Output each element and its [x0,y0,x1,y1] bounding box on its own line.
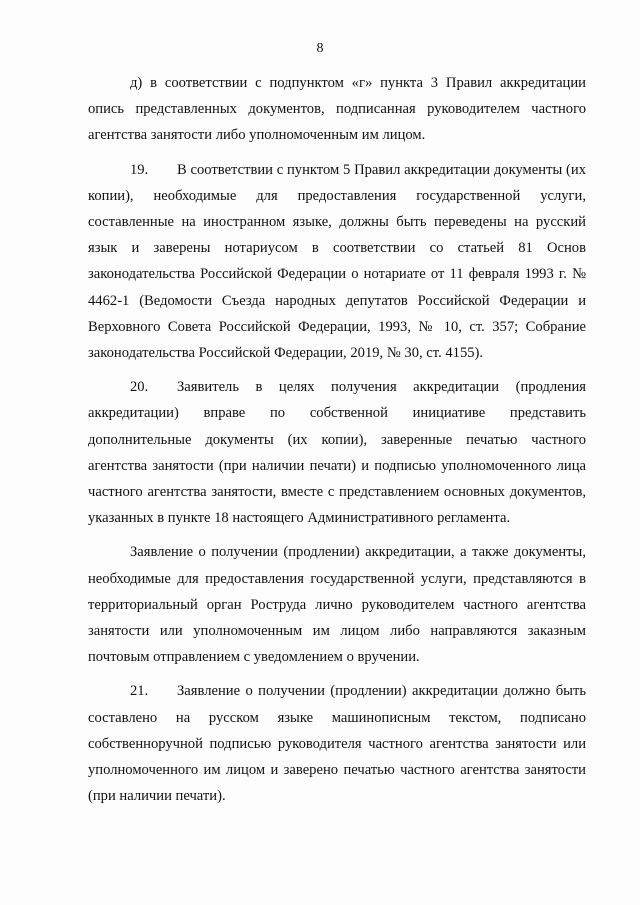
page-number: 8 [316,41,324,56]
paragraph-19 [88,157,586,367]
paragraph-subitem-d [88,70,586,149]
paragraph-20 [88,374,586,531]
paragraph-application-submission [88,539,586,670]
paragraph-number: 21. [130,683,149,700]
document-body [88,70,586,809]
paragraph-text: Заявление о получении (продлении) аккредитации должно быть составлено на русском языке машинописным текстом, подписано собственноручной подписью руководителя частного агентства занятости или уполномоченного им лицом и заверено печатью частного агентства занятости (при наличии печати). [88,683,586,805]
paragraph-text: В соответствии с пунктом 5 Правил аккредитации документы (их копии), необходимые для предоставления государственной услуги, составленные на иностранном языке, должны быть переведены на русский язык и заверены нотариусом в соответствии со статьей 81 Основ законодательства Российской Федерации о нотариате от 11 февраля 1993 г. № 4462-1 (Ведомости Съезда народных депутатов Российской Федерации и Верховного Совета Российской Федерации, 1993, № 10, ст. 357; Собрание законодательства Российской Федерации, 2019, № 30, ст. 4155). [88,161,586,362]
paragraph-text: д) в соответствии с подпунктом «г» пункта 3 Правил аккредитации опись представленных документов, подписанная руководителем частного агентства занятости либо уполномоченным им лицом. [88,75,586,144]
paragraph-21 [88,678,586,809]
paragraph-number: 20. [130,379,149,396]
paragraph-text: Заявление о получении (продлении) аккредитации, а также документы, необходимые для предоставления государственной услуги, представляются в территориальный орган Роструда лично руководителем частного агентства занятости или уполномоченным им лицом либо направляются заказным почтовым отправлением с уведомлением о вручении. [88,544,586,666]
paragraph-number: 19. [130,161,149,178]
paragraph-text: Заявитель в целях получения аккредитации (продления аккредитации) вправе по собственной инициативе представить дополнительные документы (их копии), заверенные печатью частного агентства занятости (при наличии печати) и подписью уполномоченного лица частного агентства занятости, вместе с представлением основных документов, указанных в пункте 18 настоящего Административного регламента. [88,379,586,527]
